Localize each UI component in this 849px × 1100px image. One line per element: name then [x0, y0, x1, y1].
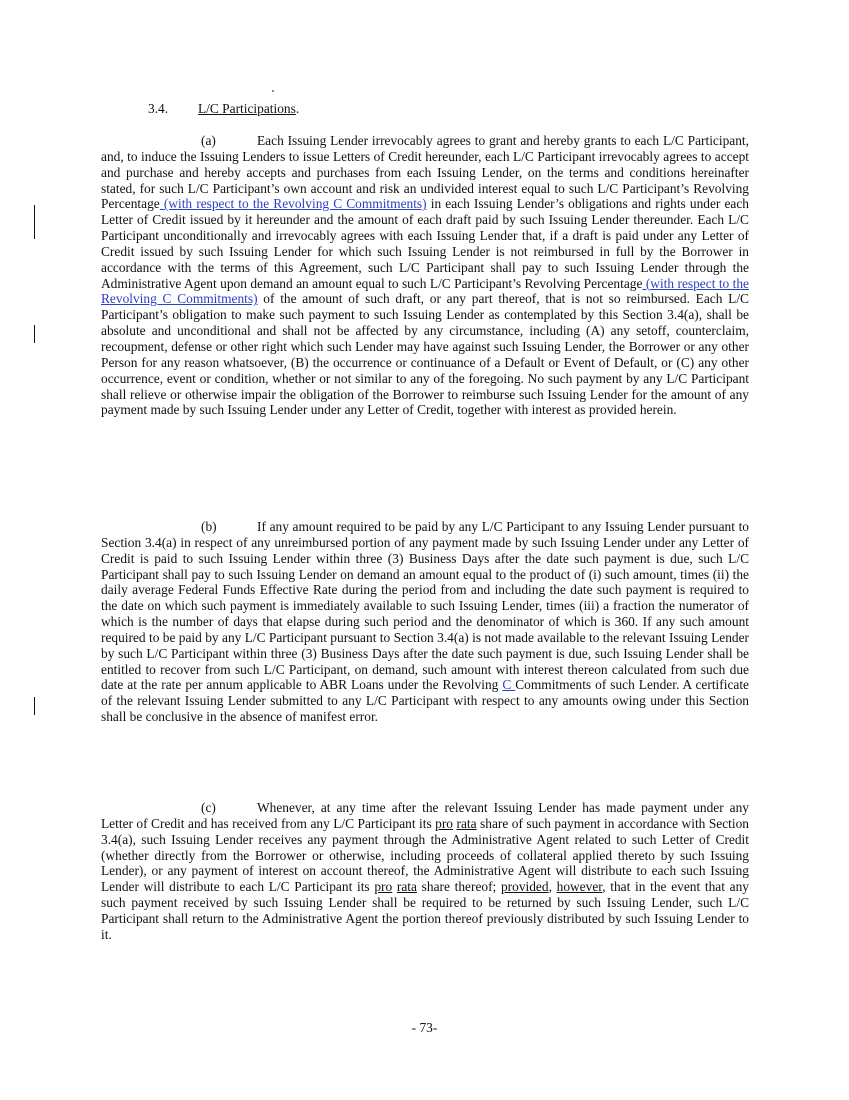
paragraph-text: share thereof; — [416, 879, 501, 895]
paragraph-text: Commitments of such Lender. A certificate of the relevant Issuing Lender submitted to any L/C Participant with respect to any amounts owing under this Section shall be conclusive in the absence of manifest error. — [101, 677, 749, 725]
change-bar — [34, 697, 35, 715]
inserted-text: C — [502, 677, 516, 693]
underlined-term: pro — [435, 815, 454, 831]
paragraph-text: of the amount of such draft, or any part thereof, that is not so reimbursed. Each L/C Participant’s obligation to make such payment to such Issuing Lender as contemplated by this Section 3.4(a), shall be absolute and unconditional and shall not be affected by any circumstance, including (A) any setoff, counterclaim, recoupment, defense or other right which such Lender may have against such Issuing Lender, the Borrower or any other Person for any reason whatsoever, (B) the occurrence or continuance of a Default or Event of Default, or (C) any other occurrence, event or condition, whether or not similar to any of the foregoing. No such payment by any L/C Participant shall relieve or otherwise impair the obligation of the Borrower to reimburse such Issuing Lender for the amount of any payment made by such Issuing Lender under any Letter of Credit, together with interest as provided herein. — [101, 291, 749, 418]
page-number: - 73- — [411, 1020, 438, 1035]
inserted-text: (with respect to the Revolving C Commitments) — [101, 275, 749, 307]
change-bar — [34, 205, 35, 239]
paragraph-text: , — [548, 879, 557, 895]
paragraph-c — [101, 800, 749, 943]
section-title: L/C Participations — [198, 101, 296, 116]
underlined-term: provided — [500, 879, 549, 895]
paragraph-b — [101, 519, 749, 725]
paragraph-a — [101, 133, 749, 418]
paragraph-label: (b) — [201, 519, 217, 534]
stray-mark — [272, 90, 274, 92]
paragraph-text: If any amount required to be paid by any L/C Participant to any Issuing Lender pursuant to Section 3.4(a) in respect of any unreimbursed portion of any payment made by such Issuing Lender under any Letter of Credit is paid to such Issuing Lender within three (3) Business Days after the date such payment is due, such L/C Participant shall pay to such Issuing Lender on demand an amount equal to the product of (i) such amount, times (ii) the daily average Federal Funds Effective Rate during the period from and including the date such payment is required to the date on which such payment is immediately available to such Issuing Lender, times (iii) a fraction the numerator of which is the number of days that elapse during such period and the denominator of which is 360. If any such amount required to be paid by any L/C Participant pursuant to Section 3.4(a) is not made available to the relevant Issuing Lender by such L/C Participant within three (3) Business Days after the date such payment is due, such Issuing Lender shall be entitled to recover from such L/C Participant, on demand, such amount with interest thereon calculated from such due date at the rate per annum applicable to ABR Loans under the Revolving — [101, 519, 749, 693]
section-number: 3.4. — [148, 101, 169, 116]
paragraph-text: Whenever, at any time after the relevant Issuing Lender has made payment under any Letter of Credit and has received from any L/C Participant its — [101, 800, 749, 831]
underlined-term: however — [556, 879, 603, 895]
paragraph-label: (c) — [201, 800, 216, 815]
section-heading — [148, 101, 299, 117]
paragraph-text: , that in the event that any such payment received by such Issuing Lender shall be required to be returned by such Issuing Lender, such L/C Participant shall return to the Administrative Agent the portion thereof previously distributed by such Issuing Lender to it. — [101, 879, 749, 942]
underlined-term: rata — [396, 879, 417, 895]
underlined-term: pro — [374, 879, 393, 895]
inserted-text: (with respect to the Revolving C Commitments) — [159, 196, 427, 212]
underlined-term: rata — [456, 815, 477, 831]
paragraph-label: (a) — [201, 133, 216, 148]
section-title-period: . — [295, 101, 300, 116]
change-bar — [34, 325, 35, 343]
paragraph-text: share of such payment in accordance with Section 3.4(a), such Issuing Lender receives any payment through the Administrative Agent related to such Letter of Credit (whether directly from the Borrower or otherwise, including proceeds of collateral applied thereto by such Issuing Lender), or any payment of interest on account thereof, the Administrative Agent will distribute to each such Issuing Lender will distribute to each L/C Participant its — [101, 815, 749, 895]
paragraph-text: in each Issuing Lender’s obligations and rights under each Letter of Credit issued by it hereunder and the amount of each draft paid by such Issuing Lender thereunder. Each L/C Participant unconditionally and irrevocably agrees with each Issuing Lender that, if a draft is paid under any Letter of Credit issued by such Issuing Lender for which such Issuing Lender is not reimbursed in full by the Borrower in accordance with the terms of this Agreement, such L/C Participant shall pay to such Issuing Lender through the Administrative Agent upon demand an amount equal to such L/C Participant’s Revolving Percentage — [101, 196, 749, 291]
paragraph-text: Each Issuing Lender irrevocably agrees to grant and hereby grants to each L/C Participant, and, to induce the Issuing Lenders to issue Letters of Credit hereunder, each L/C Participant irrevocably agrees to accept and purchase and hereby accepts and purchases from each Issuing Lender, on the terms and conditions hereinafter stated, for such L/C Participant’s own account and risk an undivided interest equal to such L/C Participant’s Revolving Percentage — [101, 133, 749, 212]
